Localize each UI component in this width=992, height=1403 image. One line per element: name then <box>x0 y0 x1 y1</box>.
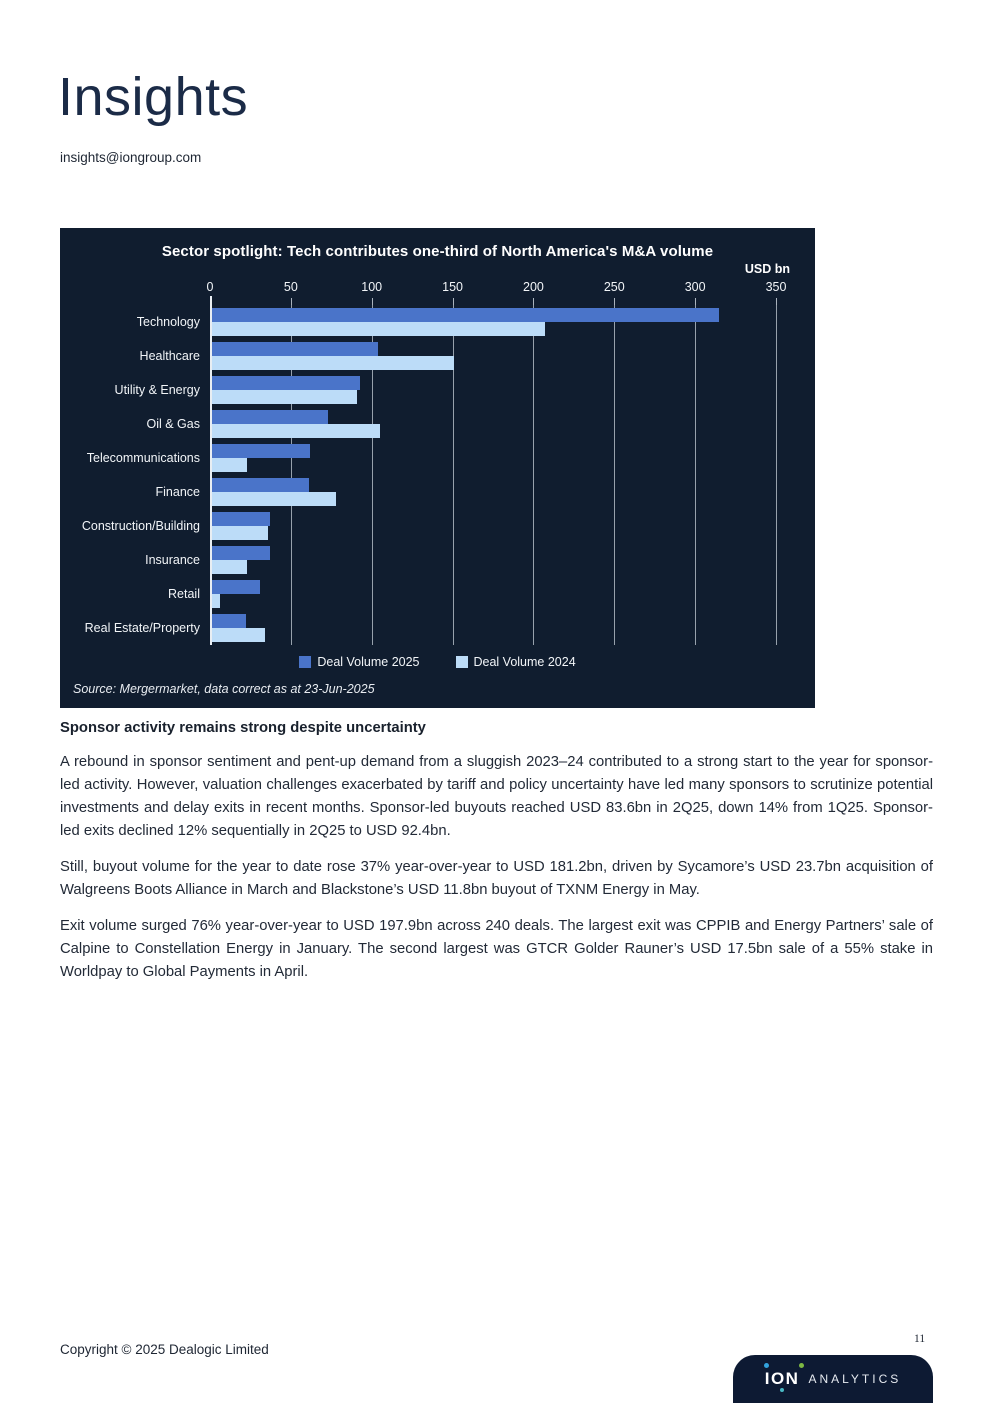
logo-teal-dot <box>780 1388 784 1392</box>
x-axis-tick-mark <box>291 298 292 305</box>
x-axis-tick-label: 0 <box>206 280 214 294</box>
bar-deal-volume-2024 <box>210 492 336 506</box>
category-label: Utility & Energy <box>114 383 200 397</box>
chart-title: Sector spotlight: Tech contributes one-third of North America's M&A volume <box>161 243 714 260</box>
chart-row <box>146 407 776 441</box>
bar-deal-volume-2025 <box>210 546 270 560</box>
category-label: Retail <box>168 587 200 601</box>
page-number: 11 <box>914 1333 926 1345</box>
legend-swatch <box>456 656 468 668</box>
legend-swatch <box>299 656 311 668</box>
x-axis-tick-mark <box>614 298 615 305</box>
sector-chart-panel <box>60 228 815 708</box>
chart-legend <box>60 655 815 669</box>
section-heading: Sponsor activity remains strong despite uncertainty <box>60 720 426 736</box>
bar-deal-volume-2025 <box>210 410 328 424</box>
chart-row <box>155 475 776 509</box>
x-axis-tick-label: 50 <box>283 280 298 294</box>
zero-axis-line <box>210 296 212 645</box>
x-axis-tick-mark <box>695 298 696 305</box>
legend-label: Deal Volume 2025 <box>317 655 420 669</box>
gridline <box>776 305 777 645</box>
x-axis-ticks <box>210 298 776 305</box>
bar-deal-volume-2024 <box>210 356 454 370</box>
contact-email: insights@iongroup.com <box>60 150 202 165</box>
x-axis-tick-label: 300 <box>684 280 706 294</box>
footer-copyright: Copyright © 2025 Dealogic Limited <box>60 1342 269 1357</box>
x-axis-tick-mark <box>372 298 373 305</box>
x-axis-tick-label: 350 <box>765 280 787 294</box>
bar-deal-volume-2025 <box>210 512 270 526</box>
bar-deal-volume-2025 <box>210 614 246 628</box>
bar-deal-volume-2024 <box>210 458 247 472</box>
chart-row <box>136 305 776 339</box>
chart-plot-wrap <box>81 280 787 645</box>
chart-source-note: Source: Mergermarket, data correct as at 23-Jun-2025 <box>73 682 375 696</box>
legend-label: Deal Volume 2024 <box>473 655 576 669</box>
bar-deal-volume-2025 <box>210 376 360 390</box>
ion-analytics-logo <box>733 1355 933 1403</box>
bar-deal-volume-2025 <box>210 478 309 492</box>
bar-deal-volume-2024 <box>210 628 265 642</box>
bar-deal-volume-2025 <box>210 308 719 322</box>
chart-plot-area <box>81 305 776 645</box>
chart-row <box>145 543 776 577</box>
x-axis-labels <box>206 280 787 296</box>
page-title: Insights <box>58 67 249 127</box>
category-label: Insurance <box>145 553 200 567</box>
chart-row <box>84 611 776 645</box>
logo-blue-dot <box>764 1363 769 1368</box>
bar-deal-volume-2025 <box>210 342 378 356</box>
chart-row <box>114 373 776 407</box>
bar-deal-volume-2024 <box>210 424 380 438</box>
bar-deal-volume-2024 <box>210 526 268 540</box>
chart-row <box>86 441 776 475</box>
category-label: Telecommunications <box>86 451 200 465</box>
category-label: Oil & Gas <box>146 417 200 431</box>
bar-deal-volume-2024 <box>210 322 545 336</box>
x-axis-tick-label: 100 <box>361 280 383 294</box>
legend-item <box>299 655 419 669</box>
x-axis-tick-mark <box>776 298 777 305</box>
body-copy <box>60 720 933 997</box>
chart-row <box>81 509 776 543</box>
category-label: Technology <box>136 315 200 329</box>
x-axis-tick-label: 250 <box>603 280 625 294</box>
paragraph-3: Exit volume surged 76% year-over-year to USD 197.9bn across 240 deals. The largest exit was CPPIB and Energy Partners’ sale of Calpine to Constellation Energy in January. The second largest was GTCR Golder Rauner’s USD 17.5bn sale of a 55% stake in Worldpay to Global Payments in April. <box>60 918 933 980</box>
category-label: Real Estate/Property <box>84 621 200 635</box>
ion-logo-wordmark: ION <box>765 1369 800 1389</box>
analytics-logo-text: ANALYTICS <box>808 1372 902 1386</box>
logo-green-dot <box>799 1363 804 1368</box>
chart-unit-label: USD bn <box>744 262 790 276</box>
chart-row <box>139 339 776 373</box>
x-axis-tick-mark <box>453 298 454 305</box>
category-label: Healthcare <box>139 349 200 363</box>
x-axis-tick-label: 200 <box>522 280 544 294</box>
category-label: Finance <box>155 485 200 499</box>
bar-deal-volume-2025 <box>210 444 310 458</box>
x-axis-tick-label: 150 <box>442 280 463 294</box>
bar-deal-volume-2024 <box>210 390 357 404</box>
legend-item <box>456 655 576 669</box>
bar-deal-volume-2024 <box>210 560 247 574</box>
x-axis-tick-mark <box>533 298 534 305</box>
bar-deal-volume-2025 <box>210 580 260 594</box>
category-label: Construction/Building <box>81 519 200 533</box>
chart-row <box>168 577 776 611</box>
paragraph-1: A rebound in sponsor sentiment and pent-up demand from a sluggish 2023–24 contributed to a strong start to the year for sponsor-led activity. However, valuation challenges exacerbated by tariff and policy uncertainty have led many sponsors to scrutinize potential investments and delay exits in recent months. Sponsor-led buyouts reached USD 83.6bn in 2Q25, down 14% from 1Q25. Sponsor-led exits declined 12% sequentially in 2Q25 to USD 92.4bn. <box>60 754 933 839</box>
paragraph-2: Still, buyout volume for the year to date rose 37% year-over-year to USD 181.2bn, driven by Sycamore’s USD 23.7bn acquisition of Walgreens Boots Alliance in March and Blackstone’s USD 11.8bn buyout of TXNM Energy in May. <box>60 859 933 898</box>
